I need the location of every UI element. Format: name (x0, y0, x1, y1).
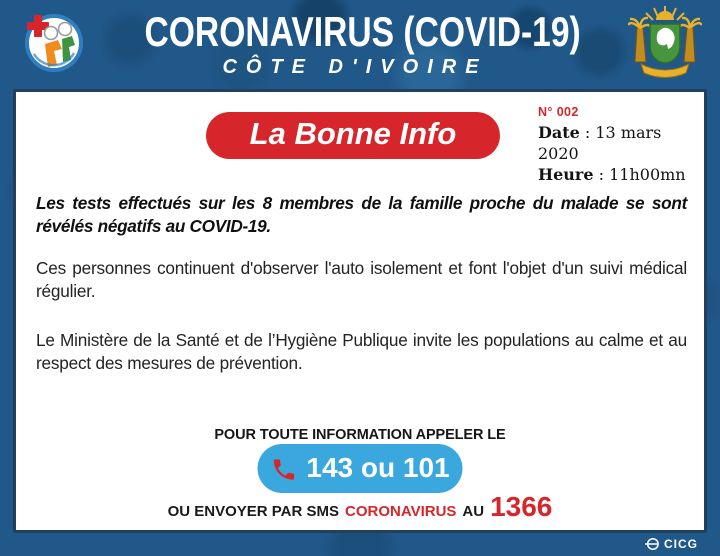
time-label: Heure (538, 165, 594, 184)
sms-keyword: CORONAVIRUS (345, 503, 457, 520)
bulletin-time (538, 164, 704, 185)
cote-divoire-coat-of-arms-icon (628, 4, 702, 82)
ministry-of-health-logo-icon (21, 9, 85, 73)
palm-tree-left-icon (628, 18, 651, 62)
badge-la-bonne-info (206, 112, 500, 159)
page-title-text: CORONAVIRUS (COVID-19) (144, 8, 581, 55)
badge-label: La Bonne Info (249, 116, 457, 151)
cicg-logo-icon (645, 537, 659, 551)
lead-paragraph: Les tests effectués sur les 8 membres de la famille proche du malade se sont révélés négatifs au COVID-19. (36, 193, 687, 237)
paragraph-2: Ces personnes continuent d'observer l'auto isolement et font l'objet d'un suivi médical régulier. (36, 258, 687, 302)
hotline-numbers-pill (258, 444, 463, 493)
banner-ribbon-icon (641, 64, 689, 78)
call-info-label: POUR TOUTE INFORMATION APPELER LE (214, 427, 506, 443)
bulletin-number: N° 002 (538, 105, 579, 119)
hotline-numbers: 143 ou 101 (306, 451, 450, 483)
cicg-credit-label: CICG (664, 537, 698, 551)
header-band (0, 0, 720, 89)
date-value: 13 mars 2020 (538, 123, 662, 163)
date-separator: : (579, 123, 596, 142)
cicg-credit (645, 537, 698, 551)
header-titles (90, 10, 620, 79)
bulletin-date (538, 122, 704, 164)
bulletin-meta (538, 105, 704, 185)
palm-tree-right-icon (679, 18, 702, 62)
sms-connector: AU (462, 503, 485, 520)
page-subtitle: CÔTE D'IVOIRE (222, 56, 488, 79)
time-separator: : (593, 165, 610, 184)
time-value: 11h00mn (609, 165, 686, 184)
sms-prefix: OU ENVOYER PAR SMS (167, 503, 340, 520)
sms-instruction (16, 491, 704, 523)
bulletin-card (13, 89, 707, 533)
phone-icon (270, 456, 297, 483)
sms-number: 1366 (490, 491, 553, 522)
date-label: Date (538, 123, 580, 142)
page-title (90, 10, 620, 54)
paragraph-3: Le Ministère de la Santé et de l’Hygiène Publique invite les populations au calme et au respect des mesures de prévention. (36, 330, 687, 374)
